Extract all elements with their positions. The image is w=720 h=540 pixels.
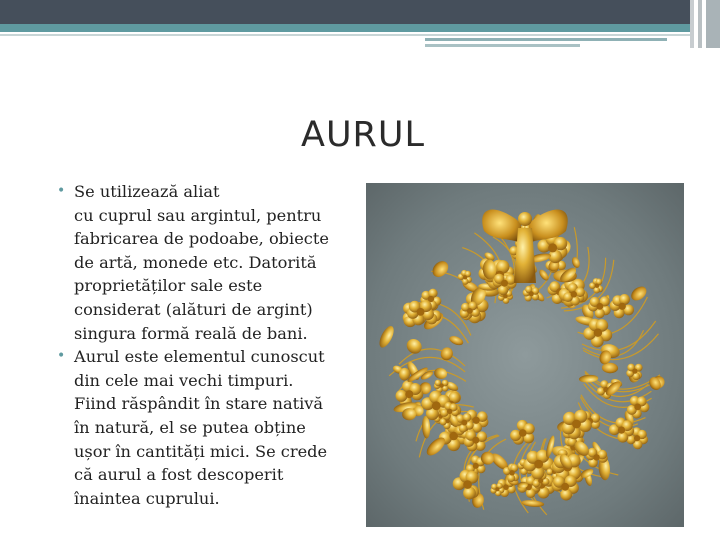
- bullet-line: ușor în cantități mici. Se crede: [74, 441, 328, 461]
- flower: [610, 294, 634, 318]
- leaf: [429, 258, 451, 280]
- flower: [626, 364, 642, 381]
- leaf: [537, 268, 550, 282]
- flower: [464, 430, 488, 451]
- bullet-line: din cele mai vechi timpuri.: [74, 370, 294, 390]
- flower: [453, 470, 479, 500]
- leaf: [448, 334, 464, 347]
- leaf: [439, 346, 455, 362]
- header-bar: [0, 0, 720, 24]
- bullet-line: în natură, el se putea obține: [74, 417, 306, 437]
- flower: [523, 286, 539, 302]
- bullet-line: Aurul este elementul cunoscut: [74, 347, 325, 367]
- header-corner-stripes: [690, 0, 720, 48]
- bullet-dot-icon: •: [57, 348, 66, 365]
- accent-line: [0, 34, 690, 36]
- bullet-line: singura formă reală de bani.: [74, 323, 308, 343]
- accent-line-shorter: [425, 44, 580, 47]
- bullet-line: de artă, monede etc. Datorită: [74, 252, 317, 272]
- bullet-line: fabricarea de podoabe, obiecte: [74, 229, 329, 249]
- leaf: [433, 366, 449, 380]
- flower: [458, 270, 472, 285]
- flower: [510, 420, 535, 445]
- leaf: [404, 336, 425, 357]
- flower: [589, 278, 603, 293]
- golden-wreath-photo: [366, 183, 684, 527]
- bullet-line: înaintea cuprului.: [74, 488, 220, 508]
- flower: [552, 475, 579, 500]
- accent-bar: [0, 24, 690, 32]
- bullet-line: Fiind răspândit în stare nativă: [74, 394, 324, 414]
- bullet-list: [54, 180, 354, 510]
- golden-wreath-illustration: [366, 183, 684, 527]
- accent-line-short: [425, 38, 667, 41]
- bullet-item: [54, 180, 354, 345]
- bullet-line: Se utilizează aliat: [74, 182, 220, 201]
- leaf: [521, 499, 544, 508]
- bullet-line: considerat (alături de argint): [74, 299, 313, 319]
- slide-title: AURUL: [301, 115, 425, 155]
- bullet-item: [54, 345, 354, 510]
- bullet-line: cu cuprul sau argintul, pentru: [74, 205, 322, 225]
- bullet-line: că aurul a fost descoperit: [74, 465, 284, 485]
- bullet-line: proprietăților sale este: [74, 276, 263, 296]
- leaf: [377, 324, 397, 350]
- leaf: [570, 256, 581, 269]
- bullet-dot-icon: •: [57, 183, 66, 199]
